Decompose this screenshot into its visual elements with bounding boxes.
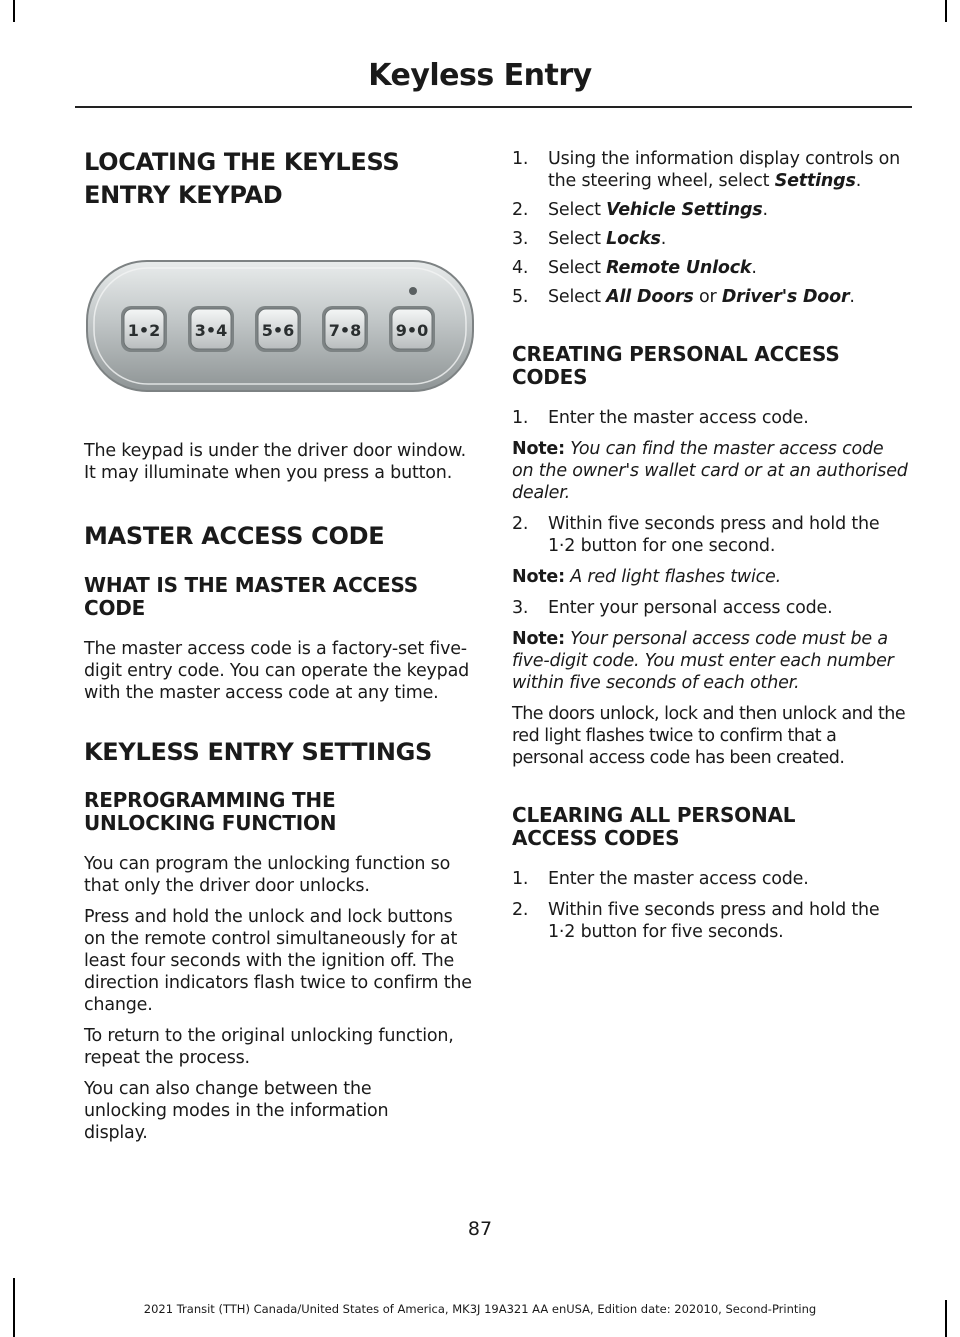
clearing-step-2 [512,899,910,943]
settings-step-4 [512,257,910,279]
note-label: Note: [512,439,565,459]
crop-mark-top-left-v [13,0,15,22]
crop-mark-top-right-v [945,0,947,22]
section-title-creating-codes: CREATING PERSONAL ACCESS CODES [512,342,840,389]
settings-step-2 [512,199,910,221]
step-emphasis: Remote Unlock [606,258,752,278]
step-punct: . [660,229,667,249]
section-title-line1: LOCATING THE KEYLESS [84,148,400,176]
settings-step-5 [512,286,910,308]
step-number: 5. [512,287,529,307]
step-text: Select [548,200,607,220]
step-text: Using the information display controls on the steering wheel, select [548,149,901,191]
keypad-button-1 [121,306,167,352]
step-text: Select [548,229,607,249]
note-text: Your personal access code must be a five-digit code. You must enter each number within five seconds of each other. [512,629,894,693]
settings-step-1 [512,148,910,192]
creating-step-3 [512,597,910,619]
step-text: Enter the master access code. [548,408,809,428]
keypad-description: The keypad is under the driver door window. It may illuminate when you press a button. [84,441,466,483]
step-emphasis-2: Driver's Door [721,287,850,307]
note-text: A red light flashes twice. [570,567,781,587]
keypad-button-label: 9•0 [395,321,429,340]
step-number: 3. [512,598,529,618]
note-text: You can find the master access code on the owner's wallet card or at an authorised dealer. [512,439,908,503]
step-emphasis: Vehicle Settings [606,200,763,220]
keypad-indicator-light [409,287,417,295]
section-title-clearing-codes: CLEARING ALL PERSONAL ACCESS CODES [512,803,796,850]
subsection-title-what-is: WHAT IS THE MASTER ACCESS CODE [84,573,419,620]
step-text: Select [548,287,607,307]
step-number: 2. [512,200,529,220]
keypad-button-label: 7•8 [328,321,362,340]
step-emphasis: Locks [606,229,661,249]
keypad-svg [84,258,476,394]
right-column [512,148,910,943]
reprogramming-paragraph-1: You can program the unlocking function so that only the driver door unlocks. [84,854,451,896]
step-text-mid: or [693,287,722,307]
page-footer: 2021 Transit (TTH) Canada/United States of America, MK3J 19A321 AA enUSA, Edition date: 202010, Second-Printing [143,1302,817,1316]
step-text: Enter the master access code. [548,869,809,889]
creating-step-2 [512,513,910,557]
creating-note-1 [512,438,910,504]
keypad-button-label: 1•2 [127,321,161,340]
creating-note-3 [512,628,910,694]
keypad-button-3 [255,306,301,352]
reprogramming-paragraph-2: Press and hold the unlock and lock buttons on the remote control simultaneously for at least four seconds with the ignition off. The direction indicators flash twice to confirm the change. [84,907,472,1015]
keypad-button-label: 5•6 [261,321,295,340]
step-punct: . [855,171,862,191]
keypad-button-2 [188,306,234,352]
left-column [84,140,476,1144]
step-number: 1. [512,149,529,169]
section-title-locating [84,146,476,212]
step-number: 2. [512,514,529,534]
step-text: Enter your personal access code. [548,598,833,618]
step-punct: . [751,258,757,278]
step-number: 1. [512,869,529,889]
creating-body: The doors unlock, lock and then unlock and the red light flashes twice to confirm that a personal access code has been created. [512,704,906,768]
step-emphasis: All Doors [606,287,694,307]
keypad-button-5 [389,306,435,352]
subsection-title-reprogramming: REPROGRAMMING THE UNLOCKING FUNCTION [84,788,337,835]
page-header-title: Keyless Entry [368,58,592,93]
keypad-illustration [84,258,476,398]
creating-note-2 [512,566,910,588]
step-emphasis: Settings [774,171,856,191]
reprogramming-paragraph-4: You can also change between the unlocking modes in the information display. [84,1079,389,1143]
step-number: 4. [512,258,529,278]
step-punct: . [849,287,855,307]
step-number: 2. [512,900,529,920]
section-title-keyless-entry-settings: KEYLESS ENTRY SETTINGS [84,738,433,766]
settings-step-3 [512,228,910,250]
step-text: Select [548,258,607,278]
step-number: 3. [512,229,529,249]
step-text: Within five seconds press and hold the 1·2 button for five seconds. [548,900,880,942]
step-text: Within five seconds press and hold the 1·2 button for one second. [548,514,880,556]
step-punct: . [762,200,768,220]
header-rule [75,106,912,108]
note-label: Note: [512,567,565,587]
step-number: 1. [512,408,529,428]
creating-step-1 [512,407,910,429]
section-title-master-access-code: MASTER ACCESS CODE [84,522,385,550]
page-number: 87 [467,1218,493,1240]
reprogramming-paragraph-3: To return to the original unlocking function, repeat the process. [84,1026,454,1068]
master-access-description: The master access code is a factory-set five-digit entry code. You can operate the keypad with the master access code at any time. [84,639,470,703]
clearing-step-1 [512,868,910,890]
keypad-button-label: 3•4 [194,321,228,340]
note-label: Note: [512,629,565,649]
section-title-line2: ENTRY KEYPAD [84,181,283,209]
keypad-button-4 [322,306,368,352]
